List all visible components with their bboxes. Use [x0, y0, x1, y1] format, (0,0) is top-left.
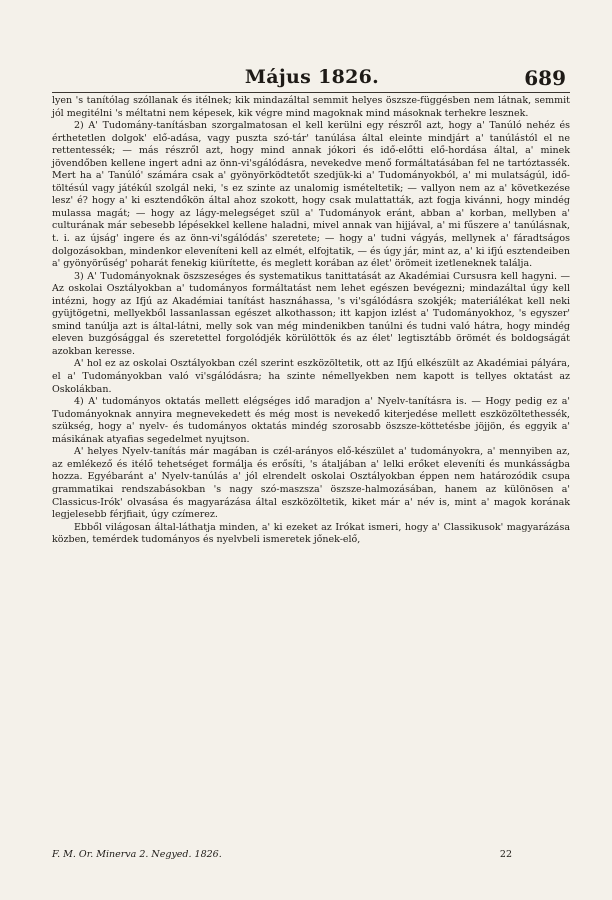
paragraph-point-3: 3) A' Tudományoknak öszszeséges és systematikus tanittatását az Akadémiai Cursusra kell hagyni. — Az oskolai Osztályokban a' tudományos formáltatást nem lehet egészen bevégezni; mindazáltal úgy kell intézni, hogy az Ifjú az Akadémiai tanítást hasznáhassa, 's vi'sgálódásra szokjék; materiálékat kell neki gyüjtögetni, mellyekből lassanlassan egészet alkothasson; itt kapjon izlést a' Tudományokhoz, 's egyszer' smind tanúlja azt is által-látni, melly sok van még mindenikben tanúlni és tudni való hátra, hogy mindég eleven buzgósággal és szeretettel forgolódjék körülöttök és az élet' legtisztább örömét és boldogságát azokban keresse.: [52, 270, 570, 357]
running-title: Május 1826.: [244, 66, 380, 88]
body-text: [52, 95, 570, 547]
paragraph-point-2: 2) A' Tudomány-tanításban szorgalmatosan el kell kerülni egy részről azt, hogy a' Tanúló nehéz és érthetetlen dolgok' elő-adása, vagy puszta szó-tár' tanúlása által eleinte mindjárt a' tanúlástól el ne rettentessék; — más részről azt, hogy mind annak jókori és idő-előtti elő-hordása által, a' minek jövendőben kellene ingert adni az önn-vi'sgálódásra, nevekedve menő formáltatásában fel ne tartóztassék. Mert ha a' Tanúló' számára csak a' gyönyörködtetőt szedjük-ki a' Tudományokból, a' mi mulatságúl, idő-töltésúl vagy játékúl szolgál neki, 's ez szinte az unalomig ismételtetik; — vallyon nem az a' következése lesz' é? hogy a' ki esztendőkön által ahoz szokott, hogy csak mulattatták, azt fogja kivánni, hogy mindég mulassa magát; — hogy az lágy-melegséget szül a' Tudományok eránt, abban a' korban, mellyben a' culturának már sebesebb lépésekkel kellene haladni, mivel annak van hijjával, a' mi fűszere a' tanúlásnak, t. i. az újság' ingere és az önn-vi'sgálódás' szeretete; — hogy a' tudni vágyás, mellynek a' fáradtságos dolgozásokban, mindenkor eleveníteni kell az elmét, elfojtatik, — és úgy jár, mint az, a' ki ifjú esztendeiben a' gyönyörűség' poharát fenekig kiürítette, és meglett korában az élet' örömeit izetleneknek találja.: [52, 120, 570, 270]
paragraph-continuation: lyen 's tanítólag szóllanak és itélnek; kik mindazáltal semmit helyes öszsze-függésben nem látnak, semmit jól megitélni 's méltatni nem képesek, kik végre mind magoknak mind másoknak terhekre lesznek.: [52, 95, 570, 119]
header-rule: [52, 92, 570, 93]
page-header: [58, 66, 566, 90]
page-footer: [52, 849, 570, 861]
page-number: 689: [524, 66, 566, 90]
footer-signature: F. M. Or. Minerva 2. Negyed. 1826.: [52, 849, 222, 860]
paragraph-point-4: 4) A' tudományos oktatás mellett elégséges idő maradjon a' Nyelv-tanításra is. — Hogy pedig ez a' Tudományoknak annyira megnevekedett és még most is nevekedő kiterjedése mellett eszközöltethessék, szükség, hogy a' nyelv- és tudományos oktatás mindég szorosabb öszsze-köttetésbe jöjjön, és eggyik a' másikának atyafias segedelmet nyujtson.: [52, 396, 570, 445]
paragraph-academy: A' hol ez az oskolai Osztályokban czél szerint eszközöltetik, ott az Ifjú elkészült az Akadémiai pályára, el a' Tudományokban való vi'sgálódásra; ha szinte némellyekben nem kapott is tellyes oktatást az Oskolákban.: [52, 358, 570, 395]
paragraph-classics: Ebből világosan által-láthatja minden, a' ki ezeket az Irókat ismeri, hogy a' Classikusok' magyarázása közben, temérdek tudományos és nyelvbeli ismeretek jőnek-elő,: [52, 521, 570, 546]
sheet-number: 22: [499, 849, 512, 860]
paragraph-language-teaching: A' helyes Nyelv-tanítás már magában is czél-arányos elő-készület a' tudományokra, a' mennyiben az, az emlékező és itélő tehetséget formálja és erősíti, 's átaljában a' lelki erőket eleveníti és munkásságba hozza. Egyébaránt a' Nyelv-tanúlás a' jól elrendelt oskolai Osztályokban éppen nem határozódik csupa grammatikai rendszabásokban 's nagy szó-maszsza' öszsze-halmozásában, hanem az különösen a' Classicus-Irók' olvasása és magyarázása által eszközöltetik, kiket már a' név is, mint a' magok korának legjelesebb férjfiait, úgy czímerez.: [52, 446, 570, 521]
